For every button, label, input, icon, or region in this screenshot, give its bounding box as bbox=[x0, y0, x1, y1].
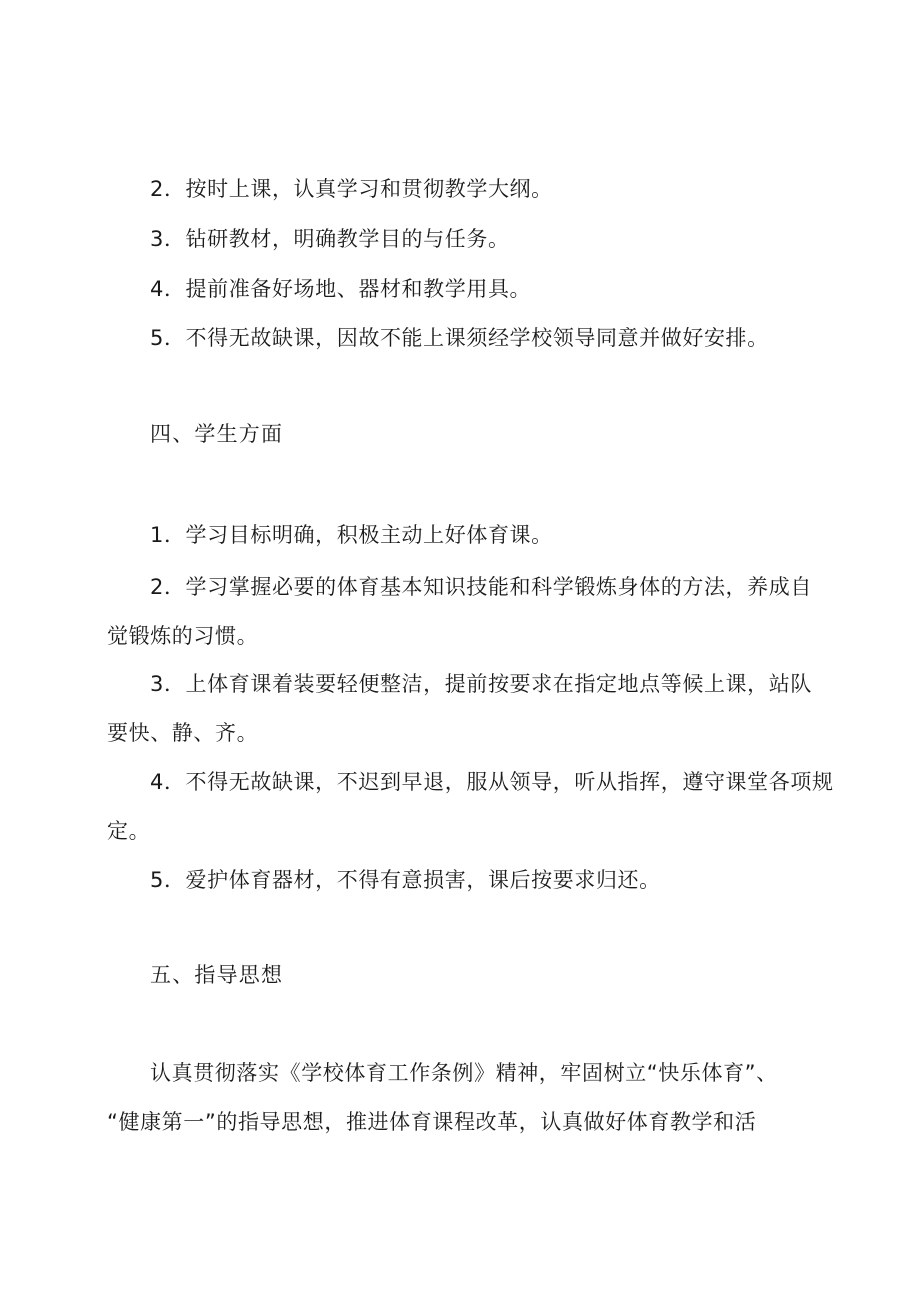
teacher-item-5: 5．不得无故缺课，因故不能上课须经学校领导同意并做好安排。 bbox=[150, 326, 769, 350]
section-heading-students: 四、学生方面 bbox=[150, 422, 284, 446]
student-item-2: 2．学习掌握必要的体育基本知识技能和科学锻炼身体的方法，养成自 bbox=[150, 575, 812, 599]
student-item-4-cont: 定。 bbox=[107, 819, 151, 843]
guiding-paragraph-line-1: 认真贯彻落实《学校体育工作条例》精神，牢固树立“快乐体育”、 bbox=[150, 1061, 778, 1085]
student-item-5: 5．爱护体育器材，不得有意损害，课后按要求归还。 bbox=[150, 868, 661, 892]
student-item-1: 1．学习目标明确，积极主动上好体育课。 bbox=[150, 523, 553, 547]
teacher-item-2: 2．按时上课，认真学习和贯彻教学大纲。 bbox=[150, 177, 553, 201]
student-item-2-cont: 觉锻炼的习惯。 bbox=[107, 624, 259, 648]
teacher-item-3: 3．钻研教材，明确教学目的与任务。 bbox=[150, 227, 510, 251]
teacher-item-4: 4．提前准备好场地、器材和教学用具。 bbox=[150, 277, 532, 301]
student-item-4: 4．不得无故缺课，不迟到早退，服从领导，听从指挥，遵守课堂各项规 bbox=[150, 770, 834, 794]
guiding-paragraph-line-2: “健康第一”的指导思想，推进体育课程改革，认真做好体育教学和活 bbox=[107, 1110, 757, 1134]
student-item-3: 3．上体育课着装要轻便整洁，提前按要求在指定地点等候上课，站队 bbox=[150, 672, 812, 696]
section-heading-guiding-thought: 五、指导思想 bbox=[150, 963, 284, 987]
student-item-3-cont: 要快、静、齐。 bbox=[107, 721, 259, 745]
